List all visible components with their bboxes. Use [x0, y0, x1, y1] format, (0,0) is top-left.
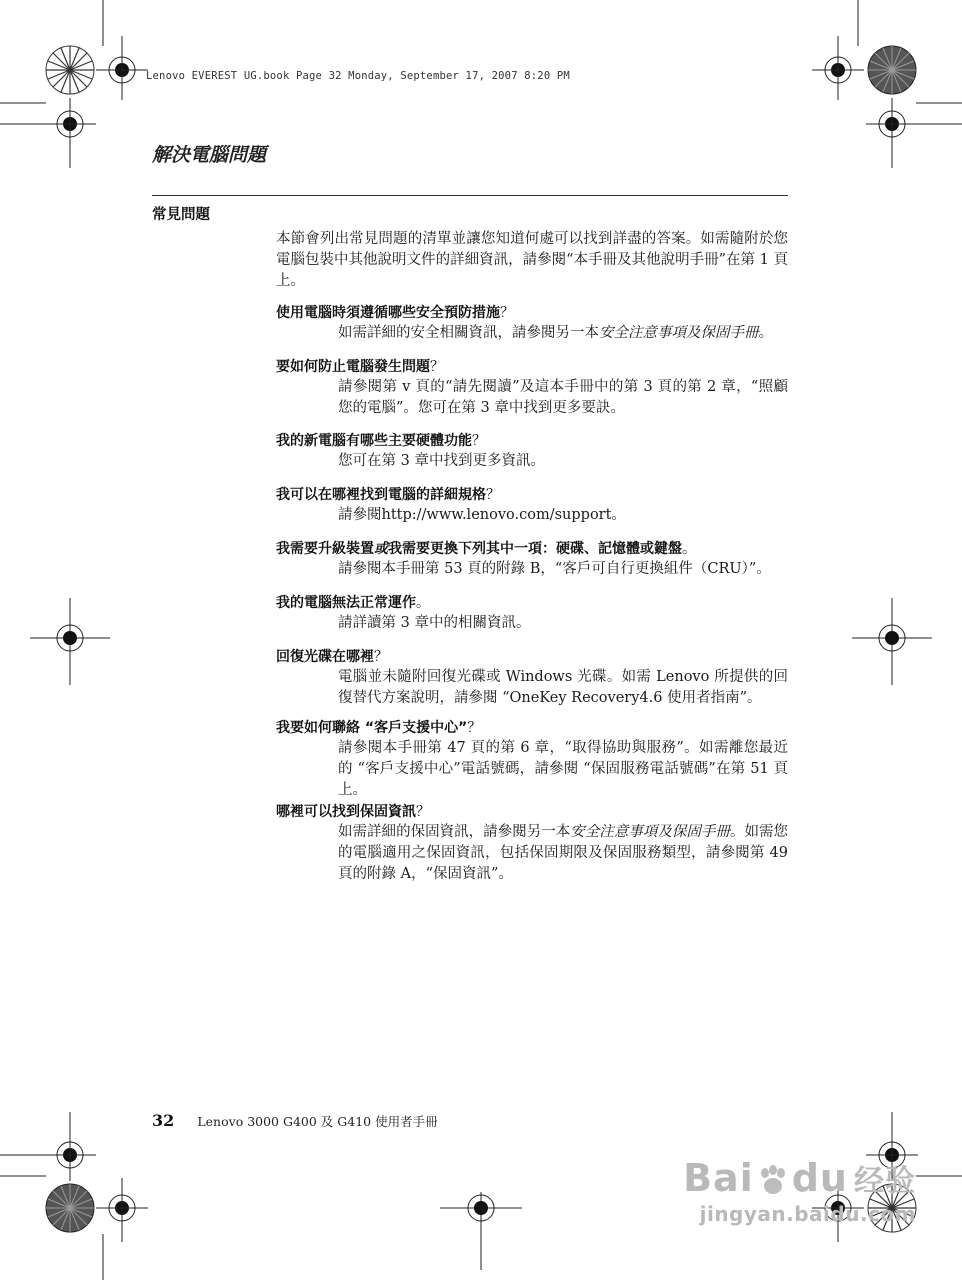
faq-answer: 請參閱http://www.lenovo.com/support。 — [338, 507, 626, 523]
faq-item — [276, 647, 788, 709]
faq-answer: 您可在第 3 章中找到更多資訊。 — [338, 453, 545, 469]
faq-question: 我需要升級裝置或我需要更換下列其中一項：硬碟、記憶體或鍵盤。 — [276, 541, 696, 557]
faq-answer: 請參閱本手冊第 47 頁的第 6 章，“取得協助與服務”。如需離您最近的 “客戶支援中心”電話號碼，請參閱 “保固服務電話號碼”在第 51 頁上。 — [338, 740, 788, 798]
faq-answer: 如需詳細的安全相關資訊，請參閱另一本安全注意事項及保固手冊。 — [338, 325, 773, 341]
footer-title: Lenovo 3000 G400 及 G410 使用者手冊 — [197, 1114, 438, 1129]
faq-answer: 如需詳細的保固資訊，請參閱另一本安全注意事項及保固手冊。如需您的電腦適用之保固資訊，包括保固期限及保固服務類型，請參閱第 49 頁的附錄 A，“保固資訊”。 — [338, 824, 789, 882]
faq-item — [276, 485, 788, 526]
page-footer — [152, 1111, 438, 1130]
faq-answer: 請參閱第 v 頁的“請先閱讀”及這本手冊中的第 3 頁的第 2 章，“照顧您的電腦”。您可在第 3 章中找到更多要訣。 — [338, 379, 788, 416]
manual-title: 安全注意事項及保固手冊 — [570, 824, 730, 840]
paw-icon — [756, 1164, 790, 1198]
faq-answer: 電腦並未隨附回復光碟或 Windows 光碟。如需 Lenovo 所提供的回復替代方案說明，請參閱 “OneKey Recovery4.6 使用者指南”。 — [338, 669, 788, 706]
faq-item — [276, 357, 788, 419]
faq-question: 要如何防止電腦發生問題？ — [276, 359, 444, 375]
faq-question: 使用電腦時須遵循哪些安全預防措施？ — [276, 305, 514, 321]
faq-question: 我可以在哪裡找到電腦的詳細規格？ — [276, 487, 500, 503]
faq-question: 哪裡可以找到保固資訊？ — [276, 804, 430, 820]
section-divider — [152, 195, 788, 196]
faq-item — [276, 718, 788, 801]
print-header: Lenovo EVEREST UG.book Page 32 Monday, September 17, 2007 8:20 PM — [146, 70, 570, 82]
faq-answer: 請詳讀第 3 章中的相關資訊。 — [338, 615, 531, 631]
faq-answer: 請參閱本手冊第 53 頁的附錄 B，“客戶可自行更換組件（CRU）”。 — [338, 561, 771, 577]
faq-item — [276, 303, 788, 344]
manual-title: 安全注意事項及保固手冊 — [599, 325, 759, 341]
page-number: 32 — [152, 1111, 175, 1130]
faq-question: 回復光碟在哪裡？ — [276, 649, 388, 665]
faq-item — [276, 593, 788, 634]
faq-question: 我要如何聯絡 “客戶支援中心”？ — [276, 720, 482, 736]
subheading: 常見問題 — [152, 207, 210, 223]
intro-paragraph: 本節會列出常見問題的清單並讓您知道何處可以找到詳盡的答案。如需隨附於您電腦包裝中其他說明文件的詳細資訊，請參閱“本手冊及其他說明手冊”在第 1 頁上。 — [276, 231, 788, 289]
section-title: 解決電腦問題 — [152, 144, 267, 166]
faq-question: 我的新電腦有哪些主要硬體功能？ — [276, 433, 486, 449]
baidu-watermark: Bai du 经验 jingyan.baidu.com — [683, 1156, 916, 1226]
faq-question: 我的電腦無法正常運作。 — [276, 595, 430, 611]
faq-item — [276, 431, 788, 472]
faq-item — [276, 802, 788, 885]
faq-item — [276, 539, 788, 580]
